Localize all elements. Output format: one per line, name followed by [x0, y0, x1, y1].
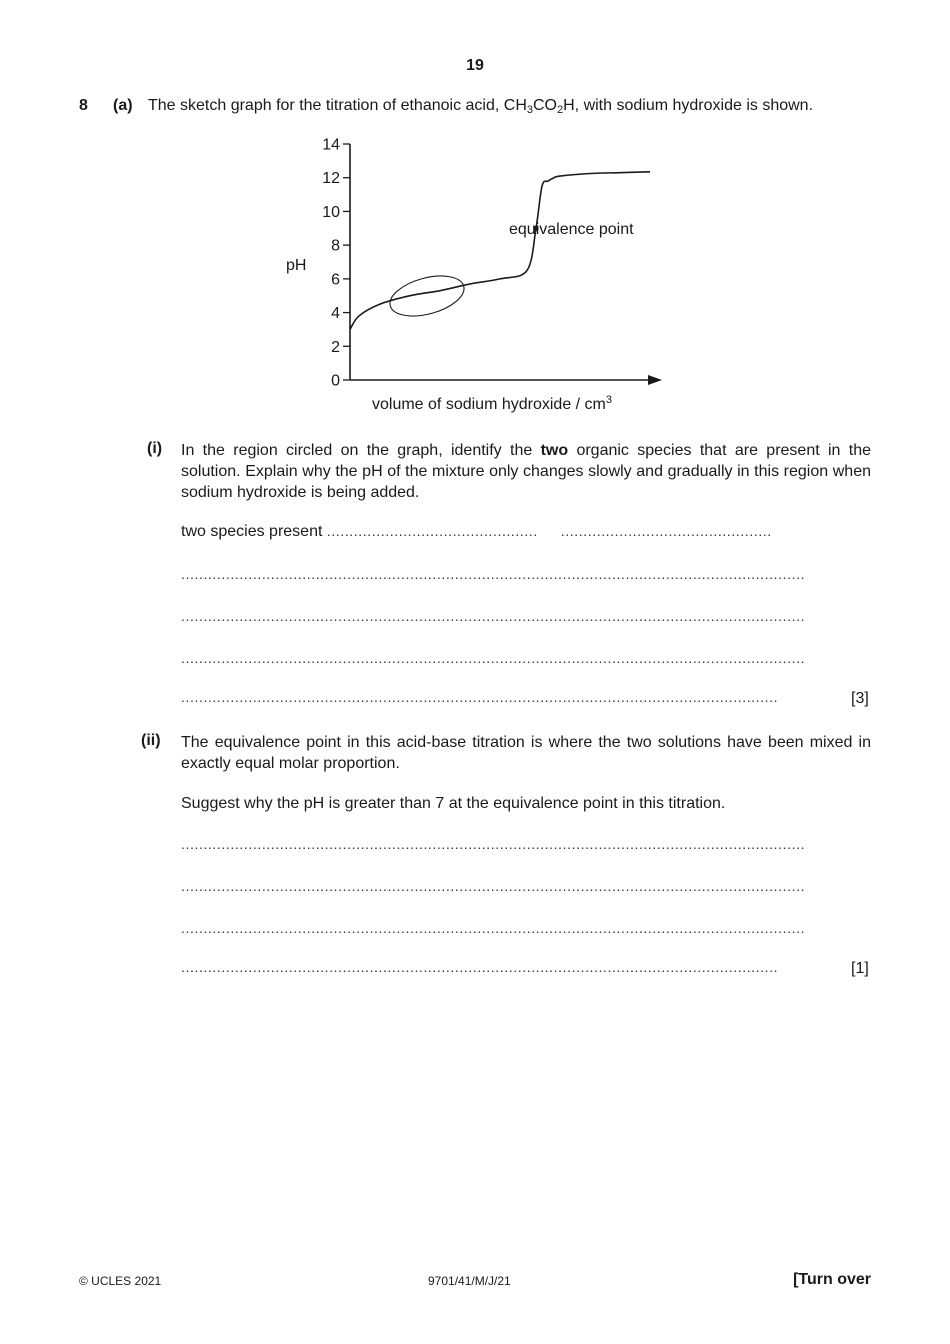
page-number: 19 — [466, 57, 484, 74]
y-tick-label-10: 10 — [322, 203, 340, 221]
part-i-text-post: organic species that are present in the solution. Explain why the pH of the mixture only changes slowly and gradually in this region when sodium hydroxide is being added. — [181, 442, 872, 501]
intro-text-mid: CO — [533, 97, 557, 114]
titration-curve — [350, 172, 650, 330]
part-i-mark: [3] — [851, 690, 869, 707]
part-i-label: (i) — [147, 440, 163, 457]
part-ii-answer-line[interactable]: ........................................................................................................................................... — [181, 836, 806, 852]
y-tick-label-6: 6 — [331, 271, 340, 289]
part-ii-answer-line[interactable]: ........................................................................................................................................... — [181, 878, 806, 894]
circled-region — [386, 269, 469, 323]
part-i-answer-line[interactable]: ........................................................................................................................................... — [181, 650, 806, 666]
part-i-text — [181, 440, 871, 503]
titration-graph — [270, 130, 690, 420]
species-answer-row[interactable] — [181, 523, 772, 541]
footer-copyright: © UCLES 2021 — [79, 1274, 162, 1288]
part-ii-text-1: The equivalence point in this acid-base titration is where the two solutions have been mixed in exactly equal molar proportion. — [181, 734, 871, 772]
part-ii-label: (ii) — [141, 732, 161, 749]
x-axis-label-superscript: 3 — [605, 394, 612, 406]
x-axis-label — [372, 394, 612, 413]
y-axis-ticks — [322, 137, 350, 390]
y-axis-label: pH — [286, 257, 307, 274]
y-tick-label-0: 0 — [331, 372, 340, 390]
intro-text-pre: The sketch graph for the titration of ethanoic acid, CH — [148, 97, 527, 114]
part-i-answer-line-last[interactable]: ..................................................................................................................................... — [181, 689, 779, 705]
intro-subscript-1: 3 — [526, 104, 533, 116]
species-label: two species present — [181, 523, 323, 540]
species-answer-dots-2[interactable]: ............................................... — [560, 523, 772, 539]
x-axis-arrow — [648, 375, 662, 385]
part-ii-mark: [1] — [851, 960, 869, 977]
species-answer-dots-1[interactable]: ............................................... — [326, 523, 538, 539]
part-i-text-pre: In the region circled on the graph, identify the — [181, 442, 541, 459]
y-tick-label-2: 2 — [331, 338, 340, 356]
y-tick-label-14: 14 — [322, 136, 340, 154]
question-number: 8 — [79, 97, 88, 114]
x-axis-label-text: volume of sodium hydroxide / cm — [372, 396, 606, 413]
equivalence-point-label: equivalence point — [509, 221, 634, 238]
y-tick-label-8: 8 — [331, 237, 340, 255]
part-i-text-bold: two — [540, 442, 569, 459]
turn-over-label: [Turn over — [793, 1271, 871, 1288]
part-i-answer-line[interactable]: ........................................................................................................................................... — [181, 608, 806, 624]
part-ii-answer-line[interactable]: ........................................................................................................................................... — [181, 920, 806, 936]
question-part: (a) — [113, 97, 133, 114]
intro-text-post: H, with sodium hydroxide is shown. — [563, 97, 814, 114]
question-intro — [148, 97, 813, 115]
intro-subscript-2: 2 — [557, 104, 564, 116]
part-ii-answer-line-last[interactable]: ..................................................................................................................................... — [181, 959, 779, 975]
footer-paper-code: 9701/41/M/J/21 — [428, 1274, 511, 1288]
part-i-answer-line[interactable]: ........................................................................................................................................... — [181, 566, 806, 582]
y-tick-label-4: 4 — [331, 305, 340, 323]
y-tick-label-12: 12 — [322, 170, 340, 188]
part-ii-text-2: Suggest why the pH is greater than 7 at the equivalence point in this titration. — [181, 795, 726, 812]
